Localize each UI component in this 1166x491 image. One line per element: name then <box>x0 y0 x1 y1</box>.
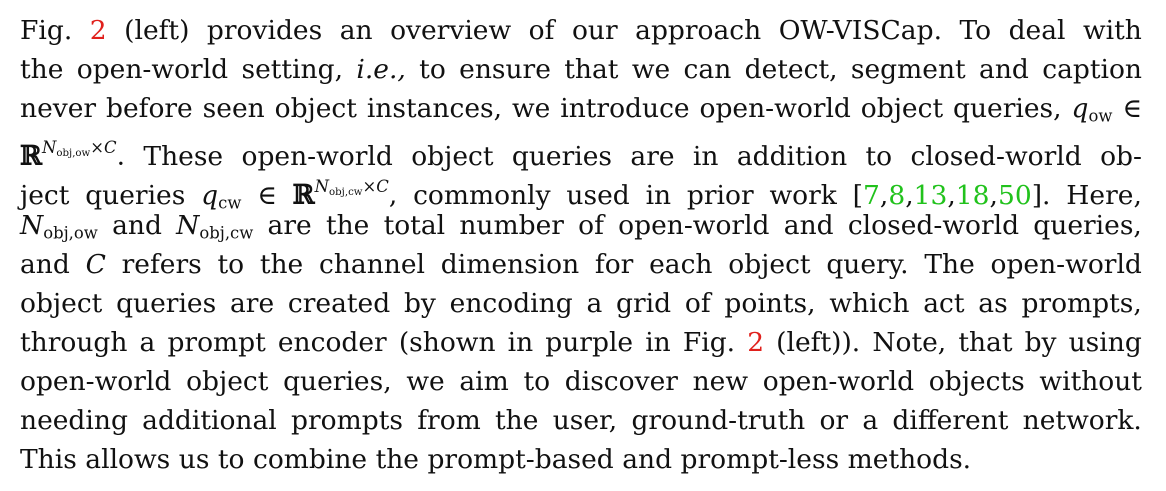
word: in <box>507 327 534 358</box>
word: queries <box>116 288 217 319</box>
word: (shown <box>398 327 496 358</box>
word: created <box>287 288 391 319</box>
text-line-11 <box>20 402 1142 440</box>
word: with <box>1083 15 1142 46</box>
word: to <box>419 54 446 85</box>
word: of <box>578 210 604 241</box>
word: encoding <box>449 288 573 319</box>
word: of <box>684 288 711 319</box>
word: allows <box>85 444 171 475</box>
word: combine <box>252 444 368 475</box>
figure-reference[interactable]: 2 <box>89 15 107 46</box>
word: us <box>178 444 210 475</box>
text-line-7 <box>20 246 1142 284</box>
word: introduce <box>560 93 690 124</box>
word: object <box>411 140 494 172</box>
text-line-2 <box>20 51 1142 89</box>
word: Note, <box>872 327 947 358</box>
math-real-space-cw: ℝ$^{N_{obj,cw}\times C}$, <box>292 177 398 211</box>
word: This <box>20 444 77 475</box>
word: open-world <box>241 140 393 172</box>
math-n-obj-ow: $N_{obj,ow}$ <box>20 210 98 243</box>
word: act <box>923 288 965 319</box>
word: a <box>862 405 879 436</box>
word: without <box>1039 366 1142 397</box>
math-element-of: ∈ <box>1122 93 1142 124</box>
word: Here, <box>1066 179 1142 211</box>
text-line-3 <box>20 90 1142 128</box>
word: methods. <box>847 444 972 475</box>
word: points, <box>724 288 816 319</box>
math-n-obj-cw: $N_{obj,cw}$ <box>176 210 254 243</box>
text-line-6 <box>20 207 1142 245</box>
math-real-space-ow: ℝ$^{N_{obj,ow}\times C}$. <box>20 138 126 172</box>
word: we <box>406 366 445 397</box>
word: queries, <box>953 93 1062 124</box>
word: detect, <box>744 54 838 85</box>
word: network. <box>1022 405 1142 436</box>
word: queries, <box>283 366 392 397</box>
word: prompt-less <box>680 444 840 475</box>
word: open-world <box>76 54 229 85</box>
word: in <box>645 179 672 211</box>
word: the <box>259 249 304 280</box>
word: are <box>267 210 312 241</box>
word: object <box>186 366 269 397</box>
text-line-5 <box>20 168 1142 213</box>
word: the <box>375 444 419 475</box>
word: queries <box>511 140 613 172</box>
word: the <box>325 210 370 241</box>
word: the <box>20 54 64 85</box>
word: These <box>143 140 224 172</box>
word: total <box>383 210 446 241</box>
word: addition <box>736 140 848 172</box>
word: to <box>217 444 245 475</box>
word: deal <box>1008 15 1066 46</box>
word: object <box>860 93 944 124</box>
word: channel <box>319 249 425 280</box>
word: aim <box>459 366 509 397</box>
method-name: OW-VISCap. <box>778 15 942 46</box>
word: needing <box>20 405 128 436</box>
figure-reference[interactable]: 2 <box>747 327 765 358</box>
text-line-1 <box>20 12 1142 50</box>
word: through <box>20 327 128 358</box>
word: open-world <box>20 366 172 397</box>
word: query. <box>826 249 909 280</box>
word: that <box>958 327 1013 358</box>
word: instances, <box>366 93 503 124</box>
word: queries, <box>1033 210 1142 241</box>
word: discover <box>564 366 678 397</box>
math-element-of: ∈ <box>257 179 277 211</box>
word: the <box>495 405 539 436</box>
word: our <box>571 15 618 46</box>
word: Fig. <box>20 15 73 46</box>
word: to <box>523 366 551 397</box>
word: and <box>783 210 834 241</box>
word: object <box>274 93 357 124</box>
word: a <box>586 288 603 319</box>
word: we <box>631 54 671 85</box>
math-q-cw: $q_{cw}$ <box>201 179 242 213</box>
word: by <box>403 288 436 319</box>
word: prompts, <box>1021 288 1142 319</box>
word: never <box>20 93 97 124</box>
citation-link[interactable]: 18 <box>955 179 990 211</box>
word: object <box>20 288 103 319</box>
word: used <box>566 179 630 211</box>
word: prompts <box>291 405 403 436</box>
word: for <box>594 249 634 280</box>
word: from <box>417 405 481 436</box>
word: or <box>819 405 849 436</box>
word: an <box>339 15 373 46</box>
word: approach <box>635 15 762 46</box>
word: provides <box>206 15 323 46</box>
math-q-ow: $q_{ow}$ <box>1071 93 1113 126</box>
word: in <box>692 140 719 172</box>
word: additional <box>142 405 277 436</box>
math-c: C <box>85 249 106 280</box>
text-line-4 <box>20 129 1142 172</box>
word: using <box>1068 327 1142 358</box>
word: can <box>683 54 732 85</box>
word: user, <box>552 405 618 436</box>
text-line-8 <box>20 285 1142 323</box>
word: setting, <box>241 54 344 85</box>
word: closed-world <box>910 140 1082 172</box>
word: ob- <box>1100 140 1142 172</box>
word: that <box>564 54 619 85</box>
word: number <box>459 210 564 241</box>
word: new <box>692 366 749 397</box>
word: we <box>511 93 551 124</box>
word: dimension <box>440 249 580 280</box>
word: in <box>645 327 671 358</box>
word: and <box>622 444 673 475</box>
word: different <box>892 405 1009 436</box>
word: to <box>217 249 245 280</box>
word: open-world <box>618 210 770 241</box>
word: which <box>829 288 910 319</box>
word: segment <box>850 54 966 85</box>
word: ground-truth <box>631 405 806 436</box>
word: prior <box>686 179 754 211</box>
word: and <box>112 210 162 241</box>
word: prompt <box>167 327 266 358</box>
word: are <box>229 288 275 319</box>
word: refers <box>121 249 202 280</box>
citation-group: [7,8,13,18,50]. <box>852 179 1051 211</box>
text-line-12 <box>20 441 1142 479</box>
word: overview <box>390 15 512 46</box>
word: The <box>924 249 975 280</box>
word: open-world <box>699 93 851 124</box>
word: i.e., <box>356 54 406 85</box>
text-line-10 <box>20 363 1142 401</box>
word: closed-world <box>847 210 1020 241</box>
word: prompt-based <box>427 444 614 475</box>
word: to <box>865 140 893 172</box>
word: ject <box>20 179 70 211</box>
word: object <box>728 249 811 280</box>
word: Fig. <box>682 327 736 358</box>
word: and <box>979 54 1029 85</box>
word: work <box>769 179 837 211</box>
citation-link[interactable]: 13 <box>913 179 948 211</box>
word: by <box>1024 327 1057 358</box>
word: caption <box>1042 54 1142 85</box>
citation-link[interactable]: 7 <box>863 179 880 211</box>
word: objects <box>928 366 1025 397</box>
text-line-9 <box>20 324 1142 362</box>
word: each <box>649 249 713 280</box>
word: and <box>20 249 70 280</box>
word: before <box>105 93 193 124</box>
word: queries <box>85 179 186 211</box>
word: grid <box>616 288 672 319</box>
word: (left) <box>124 15 190 46</box>
word: ensure <box>459 54 551 85</box>
word: (left)). <box>776 327 861 358</box>
word: open-world <box>762 366 915 397</box>
word: commonly <box>413 179 551 211</box>
word: To <box>959 15 992 46</box>
citation-link[interactable]: 8 <box>888 179 906 211</box>
word: of <box>528 15 555 46</box>
word: purple <box>545 327 634 358</box>
word: are <box>630 140 675 172</box>
citation-link[interactable]: 50 <box>997 179 1032 211</box>
word: as <box>978 288 1008 319</box>
word: encoder <box>277 327 387 358</box>
word: seen <box>202 93 265 124</box>
word: open-world <box>990 249 1142 280</box>
word: a <box>139 327 156 358</box>
